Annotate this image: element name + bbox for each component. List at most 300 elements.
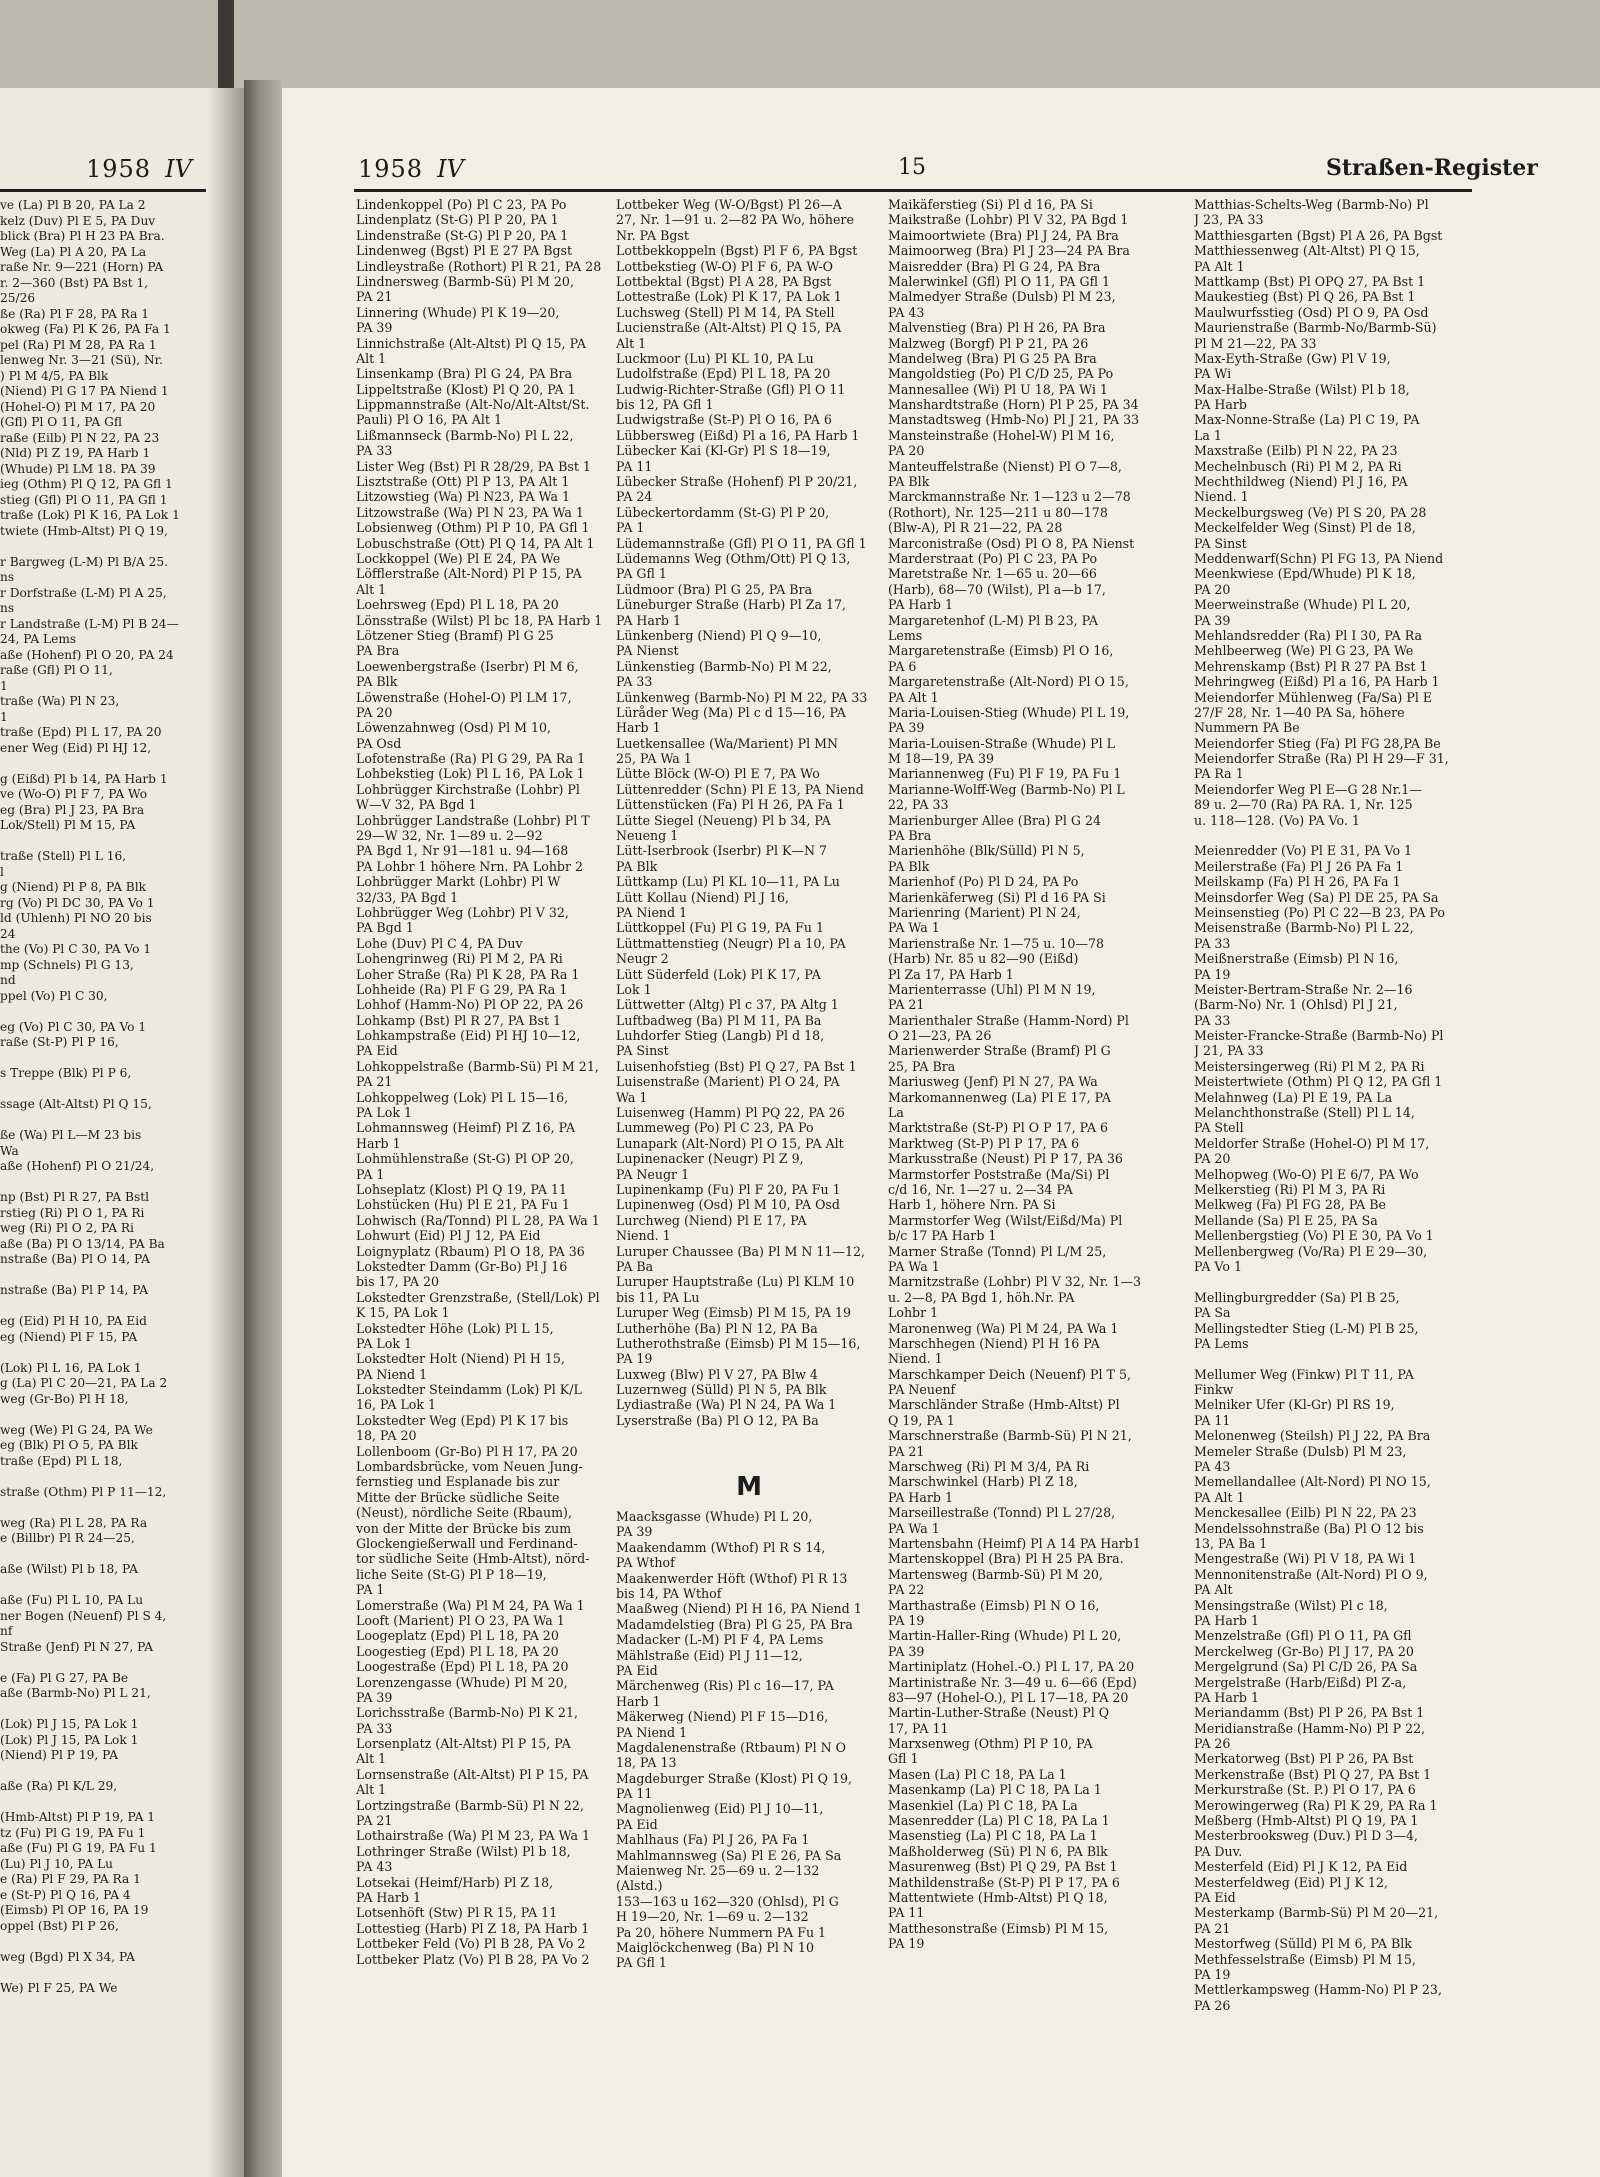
register-entry-line: PA Wi	[1194, 366, 1232, 382]
register-entry-line: Methfesselstraße (Eimsb) Pl M 15,	[1194, 1951, 1416, 1967]
register-entry-line: weg (Ra) Pl L 28, PA Ra	[0, 1515, 148, 1530]
register-entry-line: Lohwurt (Eid) Pl J 12, PA Eid	[356, 1228, 541, 1244]
register-entry-line: Loher Straße (Ra) Pl K 28, PA Ra 1	[356, 966, 580, 982]
register-entry-line: l	[0, 864, 4, 879]
register-entry-line: Martin-Haller-Ring (Whude) Pl L 20,	[888, 1628, 1122, 1644]
register-entry-line: Lüttenredder (Schn) Pl E 13, PA Niend	[616, 781, 864, 797]
left-page-header	[86, 155, 192, 189]
register-entry-line: Löfflerstraße (Alt-Nord) Pl P 15, PA	[356, 566, 582, 582]
register-entry-line: nstraße (Ba) Pl O 14, PA	[0, 1252, 150, 1266]
register-entry-line: Marner Straße (Tonnd) Pl L/M 25,	[888, 1243, 1107, 1259]
register-entry-line: Meister-Francke-Straße (Barmb-No) Pl	[1194, 1028, 1444, 1044]
register-column-4	[1194, 197, 1480, 2013]
register-entry-line: e (Fa) Pl G 27, PA Be	[0, 1670, 129, 1685]
register-entry-line: Looft (Marient) Pl O 23, PA Wa 1	[356, 1612, 565, 1628]
left-page-gutter-shadow	[208, 88, 244, 2177]
register-entry-line: Luetkensallee (Wa/Marient) Pl MN	[616, 735, 839, 751]
register-entry-line: Mellenbergweg (Vo/Ra) Pl E 29—30,	[1194, 1243, 1428, 1259]
register-entry-line: Melkerstieg (Ri) Pl M 3, PA Ri	[1194, 1182, 1386, 1197]
register-entry-line: Mellingburgredder (Sa) Pl B 25,	[1194, 1289, 1400, 1305]
register-entry-line: ener Weg (Eid) Pl HJ 12,	[0, 740, 152, 755]
register-entry-line: Mitte der Brücke südliche Seite	[356, 1489, 560, 1505]
register-entry-line: PA 20	[356, 704, 393, 720]
register-entry-line: Merkatorweg (Bst) Pl P 26, PA Bst	[1194, 1751, 1414, 1767]
letter-section-heading: M	[736, 1472, 762, 1503]
register-entry-line: Lohmannsweg (Heimf) Pl Z 16, PA	[356, 1120, 576, 1136]
register-entry-line: Lohkampstraße (Eid) Pl HJ 10—12,	[356, 1028, 581, 1044]
register-entry-line: Mariannenweg (Fu) Pl F 19, PA Fu 1	[888, 766, 1122, 782]
register-entry-line: Marderstraat (Po) Pl C 23, PA Po	[888, 550, 1098, 566]
register-entry-line: Matthesonstraße (Eimsb) Pl M 15,	[888, 1920, 1109, 1936]
register-entry-line: Marienburger Allee (Bra) Pl G 24	[888, 812, 1102, 828]
register-entry-line: Maakendamm (Wthof) Pl R S 14,	[616, 1539, 826, 1555]
register-entry-line: Meisenstraße (Barmb-No) Pl L 22,	[1194, 920, 1414, 936]
register-entry-line: Ludwig-Richter-Straße (Gfl) Pl O 11	[616, 381, 846, 397]
register-entry-line: Merkurstraße (St. P.) Pl O 17, PA 6	[1194, 1782, 1416, 1798]
left-header-year: 1958	[86, 155, 152, 183]
register-entry-line: Lobsienweg (Othm) Pl P 10, PA Gfl 1	[356, 520, 590, 536]
register-column-3	[888, 197, 1186, 1952]
register-entry-line: (Rothort), Nr. 125—211 u 80—178	[888, 504, 1108, 520]
register-entry-line: 29—W 32, Nr. 1—89 u. 2—92	[356, 828, 543, 844]
register-entry-line: Mählstraße (Eid) Pl J 11—12,	[616, 1647, 803, 1663]
register-entry-line: PA Eid	[616, 1662, 658, 1678]
register-entry-line: Lohkamp (Bst) Pl R 27, PA Bst 1	[356, 1012, 562, 1028]
register-entry-line: PA Bra	[888, 828, 932, 844]
register-entry-line: Marthastraße (Eimsb) Pl N O 16,	[888, 1597, 1100, 1613]
register-entry-line: Luruper Weg (Eimsb) Pl M 15, PA 19	[616, 1305, 851, 1321]
register-entry-line	[0, 1469, 208, 1485]
register-entry-line: Maakenwerder Höft (Wthof) Pl R 13	[616, 1570, 848, 1586]
register-entry-line: Mechelnbusch (Ri) Pl M 2, PA Ri	[1194, 458, 1402, 474]
register-entry-line: 89 u. 2—70 (Ra) PA RA. 1, Nr. 125	[1194, 797, 1413, 813]
register-entry-line	[0, 834, 208, 850]
register-entry-line: r Dorfstraße (L-M) Pl A 25,	[0, 585, 167, 600]
register-entry-line: Marienkäferweg (Si) Pl d 16 PA Si	[888, 889, 1106, 905]
register-entry-line: Lohwisch (Ra/Tonnd) Pl L 28, PA Wa 1	[356, 1212, 600, 1228]
register-entry-line: PA 39	[888, 1643, 925, 1659]
register-entry-line: PA 26	[1194, 1997, 1231, 2013]
register-entry-line: raße (Gfl) Pl O 11,	[0, 663, 113, 677]
register-entry-line: Harb 1, höhere Nrn. PA Si	[888, 1197, 1056, 1213]
register-entry-line: ve (La) Pl B 20, PA La 2	[0, 198, 146, 212]
register-entry-line: PA Gfl 1	[616, 566, 667, 582]
register-entry-line: c/d 16, Nr. 1—27 u. 2—34 PA	[888, 1182, 1073, 1197]
register-entry-line: Mellande (Sa) Pl E 25, PA Sa	[1194, 1212, 1378, 1228]
register-entry-line: Masenstieg (La) Pl C 18, PA La 1	[888, 1828, 1098, 1844]
register-entry-line: traße (Epd) Pl L 18,	[0, 1453, 123, 1468]
register-entry-line: (Blw-A), Pl R 21—22, PA 28	[888, 520, 1063, 536]
register-entry-line: Maimoortwiete (Bra) Pl J 24, PA Bra	[888, 227, 1119, 243]
register-entry-line: PA Harb 1	[1194, 1689, 1260, 1705]
register-entry-line: Mehlandsredder (Ra) Pl I 30, PA Ra	[1194, 627, 1423, 643]
register-entry-line: Maikäferstieg (Si) Pl d 16, PA Si	[888, 197, 1093, 212]
register-entry-line	[0, 1795, 208, 1811]
register-entry-line: aße (Fu) Pl L 10, PA Lu	[0, 1593, 144, 1607]
register-entry-line: Lorsenplatz (Alt-Altst) Pl P 15, PA	[356, 1736, 571, 1752]
register-entry-line: Melahnweg (La) Pl E 19, PA La	[1194, 1089, 1393, 1105]
register-entry-line: Martinistraße Nr. 3—49 u. 6—66 (Epd)	[888, 1674, 1137, 1690]
register-entry-line: PA Blk	[616, 858, 658, 874]
register-entry-line: Lütte Siegel (Neueng) Pl b 34, PA	[616, 812, 831, 828]
register-entry-line: Mathildenstraße (St-P) Pl P 17, PA 6	[888, 1874, 1120, 1890]
register-entry-line: aße (Hohenf) Pl O 21/24,	[0, 1159, 155, 1173]
register-entry-line: (Hmb-Altst) Pl P 19, PA 1	[0, 1810, 156, 1824]
register-entry-line: blick (Bra) Pl H 23 PA Bra.	[0, 229, 165, 243]
register-entry-line: Mehrenskamp (Bst) Pl R 27 PA Bst 1	[1194, 658, 1428, 674]
register-entry-line: (Alstd.)	[616, 1878, 663, 1894]
register-entry-line: 25/26	[0, 291, 36, 305]
register-entry-line: g (Niend) Pl P 8, PA Blk	[0, 880, 147, 894]
register-entry-line: Magdeburger Straße (Klost) Pl Q 19,	[616, 1770, 853, 1786]
register-entry-line: PA Wthof	[616, 1555, 675, 1571]
register-entry-line: Lollenboom (Gr-Bo) Pl H 17, PA 20	[356, 1443, 578, 1459]
register-entry-line: ) Pl M 4/5, PA Blk	[0, 368, 109, 383]
register-entry-line: Memeler Straße (Dulsb) Pl M 23,	[1194, 1443, 1407, 1459]
register-entry-line: Loogestraße (Epd) Pl L 18, PA 20	[356, 1659, 569, 1675]
register-entry-line: Mellenbergstieg (Vo) Pl E 30, PA Vo 1	[1194, 1228, 1434, 1244]
register-entry-line: PA 20	[1194, 581, 1231, 597]
register-entry-line: Margaretenstraße (Eimsb) Pl O 16,	[888, 643, 1114, 659]
register-entry-line: twiete (Hmb-Altst) Pl Q 19,	[0, 523, 168, 538]
left-page-column	[0, 198, 208, 1996]
register-entry-line: Marienring (Marient) Pl N 24,	[888, 904, 1081, 920]
register-entry-line: PA Alt	[1194, 1582, 1233, 1598]
register-entry-line: 22, PA 33	[888, 797, 949, 813]
register-entry-line: r. 2—360 (Bst) PA Bst 1,	[0, 275, 149, 290]
register-entry-line: PA 43	[888, 304, 925, 320]
register-entry-line: PA Neugr 1	[616, 1166, 690, 1182]
register-entry-line: 24, PA Lems	[0, 632, 77, 646]
register-entry-line: PA 21	[356, 289, 393, 305]
register-entry-line: bis 14, PA Wthof	[616, 1585, 722, 1601]
register-entry-line: 83—97 (Hohel-O.), Pl L 17—18, PA 20	[888, 1689, 1129, 1705]
register-entry-line: PA Harb 1	[1194, 1612, 1260, 1628]
register-entry-line: Lüttwetter (Altg) Pl c 37, PA Altg 1	[616, 997, 839, 1013]
register-entry-line	[0, 1175, 208, 1191]
register-entry-line: Lohbrügger Kirchstraße (Lohbr) Pl	[356, 781, 580, 797]
register-entry-line: Magdalenenstraße (Rtbaum) Pl N O	[616, 1739, 846, 1755]
register-entry-line: Madamdelstieg (Bra) Pl G 25, PA Bra	[616, 1616, 853, 1632]
register-entry-line: Lindleystraße (Rothort) Pl R 21, PA 28	[356, 258, 602, 274]
register-entry-line: Luchsweg (Stell) Pl M 14, PA Stell	[616, 304, 835, 320]
register-entry-line: Maimoorweg (Bra) Pl J 23—24 PA Bra	[888, 243, 1130, 259]
register-entry-line: Finkw	[1194, 1382, 1234, 1398]
register-entry-line: Marktweg (St-P) Pl P 17, PA 6	[888, 1135, 1080, 1151]
register-entry-line: Mesterkamp (Barmb-Sü) Pl M 20—21,	[1194, 1905, 1439, 1921]
register-entry-line: ße (Ra) Pl F 28, PA Ra 1	[0, 306, 149, 321]
register-entry-line: Maxstraße (Eilb) Pl N 22, PA 23	[1194, 443, 1398, 459]
register-entry-line: Meridianstraße (Hamm-No) Pl P 22,	[1194, 1720, 1426, 1736]
register-entry-line: Mergelgrund (Sa) Pl C/D 26, PA Sa	[1194, 1659, 1418, 1675]
register-entry-line: Manteuffelstraße (Nienst) Pl O 7—8,	[888, 458, 1122, 474]
register-entry-line: (Harb) Nr. 85 u 82—90 (Eißd)	[888, 951, 1079, 967]
register-entry-line: We) Pl F 25, PA We	[0, 1980, 118, 1995]
register-entry-line: Meriandamm (Bst) Pl P 26, PA Bst 1	[1194, 1705, 1425, 1721]
register-entry-line: Lohbrügger Landstraße (Lohbr) Pl T	[356, 812, 590, 828]
register-entry-line: Marienstraße Nr. 1—75 u. 10—78	[888, 935, 1104, 951]
register-entry-line: Harb 1	[616, 1693, 661, 1709]
register-entry-line: mp (Schnels) Pl G 13,	[0, 957, 134, 972]
register-entry-line: PA 11	[616, 458, 653, 474]
register-entry-line: PA Harb 1	[356, 1889, 422, 1905]
register-entry-line: La 1	[1194, 427, 1222, 443]
register-entry-line: 27/F 28, Nr. 1—40 PA Sa, höhere	[1194, 704, 1405, 720]
register-entry-line: Pl M 21—22, PA 33	[1194, 335, 1317, 351]
register-entry-line: Lokstedter Höhe (Lok) Pl L 15,	[356, 1320, 554, 1336]
register-entry-line: aße (Ra) Pl K/L 29,	[0, 1779, 118, 1793]
register-entry-line: Magnolienweg (Eid) Pl J 10—11,	[616, 1801, 824, 1817]
register-entry-line: (Barm-No) Nr. 1 (Ohlsd) Pl J 21,	[1194, 997, 1398, 1013]
register-entry-line: Meßberg (Hmb-Altst) Pl Q 19, PA 1	[1194, 1813, 1419, 1829]
register-entry-line: Loignyplatz (Rbaum) Pl O 18, PA 36	[356, 1243, 585, 1259]
register-entry-line	[0, 1578, 208, 1594]
register-entry-line: Maria-Louisen-Straße (Whude) Pl L	[888, 735, 1116, 751]
register-entry-line: eg (Eid) Pl H 10, PA Eid	[0, 1314, 147, 1328]
register-entry-line: Loewenbergstraße (Iserbr) Pl M 6,	[356, 658, 579, 674]
register-entry-line: Lüdmoor (Bra) Pl G 25, PA Bra	[616, 581, 813, 597]
register-entry-line	[0, 1004, 208, 1020]
register-entry-line: Wa	[0, 1143, 19, 1158]
register-entry-line: Lünkenstieg (Barmb-No) Pl M 22,	[616, 658, 832, 674]
register-entry-line: Luckmoor (Lu) Pl KL 10, PA Lu	[616, 350, 814, 366]
register-entry-line: 24	[0, 926, 16, 941]
register-entry-line: PA 21	[356, 1813, 393, 1829]
register-entry-line: Lunapark (Alt-Nord) Pl O 15, PA Alt	[616, 1135, 844, 1151]
register-entry-line: Meldorfer Straße (Hohel-O) Pl M 17,	[1194, 1135, 1430, 1151]
register-entry-line: Lohkoppelweg (Lok) Pl L 15—16,	[356, 1089, 569, 1105]
register-entry-line: Lorenzengasse (Whude) Pl M 20,	[356, 1674, 568, 1690]
register-column-1	[356, 197, 608, 1967]
register-entry-line	[0, 1965, 208, 1981]
register-entry-line: Lorichsstraße (Barmb-No) Pl K 21,	[356, 1705, 578, 1721]
register-entry-line: Mergelstraße (Harb/Eißd) Pl Z-a,	[1194, 1674, 1407, 1690]
register-entry-line: Lummeweg (Po) Pl C 23, PA Po	[616, 1120, 814, 1136]
register-entry-line: PA Niend 1	[356, 1366, 428, 1382]
register-entry-line: PA Lohbr 1 höhere Nrn. PA Lohbr 2	[356, 858, 584, 874]
register-entry-line: PA 1	[356, 1582, 385, 1598]
register-entry-line	[0, 1547, 208, 1563]
register-entry-line: Pa 20, höhere Nummern PA Fu 1	[616, 1924, 827, 1940]
register-entry-line: Mattentwiete (Hmb-Altst) Pl Q 18,	[888, 1889, 1108, 1905]
register-entry-line: PA 39	[356, 1689, 393, 1705]
register-entry-line: Melkweg (Fa) Pl FG 28, PA Be	[1194, 1197, 1386, 1213]
register-entry-line: u. 118—128. (Vo) PA Vo. 1	[1194, 812, 1360, 828]
register-entry-line: Litzowstraße (Wa) Pl N 23, PA Wa 1	[356, 504, 584, 520]
register-entry-line: Lünkenweg (Barmb-No) Pl M 22, PA 33	[616, 689, 868, 705]
register-entry-line: Merkenstraße (Bst) Pl Q 27, PA Bst 1	[1194, 1766, 1432, 1782]
register-entry-line: Lütte Blöck (W-O) Pl E 7, PA Wo	[616, 766, 820, 782]
register-entry-line: Pl Za 17, PA Harb 1	[888, 966, 1014, 982]
register-entry-line: Glockengießerwall und Ferdinand-	[356, 1535, 578, 1551]
register-entry-line: nstraße (Ba) Pl P 14, PA	[0, 1283, 149, 1297]
register-entry-line: PA Alt 1	[1194, 1489, 1245, 1505]
register-entry-line: Harb 1	[616, 720, 661, 736]
register-entry-line: weg (Ri) Pl O 2, PA Ri	[0, 1221, 134, 1235]
register-entry-line: Lokstedter Grenzstraße, (Stell/Lok) Pl	[356, 1289, 600, 1305]
register-entry-line: PA Duv.	[1194, 1843, 1243, 1859]
register-entry-line: Lohengrinweg (Ri) Pl M 2, PA Ri	[356, 951, 563, 967]
register-entry-line: PA Harb 1	[888, 597, 954, 613]
register-entry-line: PA Alt 1	[1194, 258, 1245, 274]
register-entry-line: PA 26	[1194, 1736, 1231, 1752]
register-entry-line: PA 21	[1194, 1920, 1231, 1936]
register-entry-line: Lohe (Duv) Pl C 4, PA Duv	[356, 935, 523, 951]
register-entry-line	[616, 1444, 882, 1459]
register-entry-line: np (Bst) Pl R 27, PA Bstl	[0, 1190, 150, 1204]
register-entry-line: ieg (Othm) Pl Q 12, PA Gfl 1	[0, 477, 173, 491]
register-entry-line: Matthias-Schelts-Weg (Barmb-No) Pl	[1194, 197, 1429, 212]
register-entry-line: Lindenstraße (St-G) Pl P 20, PA 1	[356, 227, 569, 243]
register-entry-line: PA Sinst	[1194, 535, 1247, 551]
register-entry-line: Lüdemanns Weg (Othm/Ott) Pl Q 13,	[616, 550, 851, 566]
register-entry-line: Niend. 1	[616, 1228, 671, 1244]
page-number: 15	[898, 155, 926, 180]
register-entry-line: Wa 1	[616, 1089, 648, 1105]
register-entry-line: PA Nienst	[616, 643, 679, 659]
register-entry-line: PA 43	[1194, 1459, 1231, 1475]
register-entry-line: Lohstücken (Hu) Pl E 21, PA Fu 1	[356, 1197, 570, 1213]
register-entry-line: Meinsenstieg (Po) Pl C 22—B 23, PA Po	[1194, 904, 1445, 920]
register-entry-line: PA Eid	[616, 1816, 658, 1832]
register-entry-line: Lutherhöhe (Ba) Pl N 12, PA Ba	[616, 1320, 818, 1336]
register-entry-line: PA 1	[616, 520, 645, 536]
register-entry-line: PA Eid	[1194, 1889, 1236, 1905]
register-entry-line: aße (Wilst) Pl b 18, PA	[0, 1562, 138, 1576]
register-entry-line	[0, 1702, 208, 1718]
register-entry-line: 25, PA Wa 1	[616, 751, 692, 767]
register-entry-line: Lottestieg (Harb) Pl Z 18, PA Harb 1	[356, 1920, 590, 1936]
register-entry-line: Max-Eyth-Straße (Gw) Pl V 19,	[1194, 350, 1391, 366]
register-entry-line: PA Bgd 1, Nr 91—181 u. 94—168	[356, 843, 569, 859]
register-entry-line: (Neust), nördliche Seite (Rbaum),	[356, 1505, 572, 1521]
register-entry-line: PA 11	[616, 1786, 653, 1802]
register-entry-line: PA 20	[888, 443, 925, 459]
right-page-header	[358, 155, 464, 189]
register-entry-line: (Whude) Pl LM 18. PA 39	[0, 461, 156, 476]
register-entry-line: (Niend) Pl P 19, PA	[0, 1748, 118, 1762]
register-entry-line: PA Harb	[1194, 397, 1247, 413]
register-entry-line: r Landstraße (L-M) Pl B 24—	[0, 616, 179, 631]
register-entry-line: Ludwigstraße (St-P) Pl O 16, PA 6	[616, 412, 832, 428]
register-entry-line	[0, 1051, 208, 1067]
register-entry-line: Lottbekkoppeln (Bgst) Pl F 6, PA Bgst	[616, 243, 858, 259]
register-entry-line: b/c 17 PA Harb 1	[888, 1228, 997, 1244]
book-binding	[218, 0, 234, 90]
register-entry-line: weg (We) Pl G 24, PA We	[0, 1422, 153, 1437]
register-entry-line: Mesterfeldweg (Eid) Pl J K 12,	[1194, 1874, 1388, 1890]
register-entry-line: PA 39	[1194, 612, 1231, 628]
register-entry-line: Martenskoppel (Bra) Pl H 25 PA Bra.	[888, 1551, 1124, 1567]
register-entry-line: Mehlbeerweg (We) Pl G 23, PA We	[1194, 643, 1414, 659]
register-entry-line: Mennonitenstraße (Alt-Nord) Pl O 9,	[1194, 1566, 1428, 1582]
register-entry-line: Lißmannseck (Barmb-No) Pl L 22,	[356, 427, 574, 443]
register-entry-line: Meddenwarf(Schn) Pl FG 13, PA Niend	[1194, 550, 1444, 566]
register-entry-line: Meinsdorfer Weg (Sa) Pl DE 25, PA Sa	[1194, 889, 1439, 905]
register-entry-line: Meckelfelder Weg (Sinst) Pl de 18,	[1194, 520, 1416, 536]
register-entry-line: straße (Othm) Pl P 11—12,	[0, 1484, 167, 1499]
register-entry-line: (Gfl) Pl O 11, PA Gfl	[0, 415, 122, 429]
register-entry-line: Margaretenstraße (Alt-Nord) Pl O 15,	[888, 674, 1129, 690]
register-entry-line: Alt 1	[616, 335, 647, 351]
register-entry-line: weg (Bgd) Pl X 34, PA	[0, 1949, 135, 1964]
register-entry-line: PA 24	[616, 489, 653, 505]
register-entry-line: Maretstraße Nr. 1—65 u. 20—66	[888, 566, 1097, 582]
register-entry-line: PA Niend 1	[616, 1724, 688, 1740]
register-entry-line: Q 19, PA 1	[888, 1412, 955, 1428]
register-entry-line: 32/33, PA Bgd 1	[356, 889, 459, 905]
register-entry-line: Lindnersweg (Barmb-Sü) Pl M 20,	[356, 273, 574, 289]
register-entry-line: Mehringweg (Eißd) Pl a 16, PA Harb 1	[1194, 674, 1440, 690]
register-entry-line: Lottbeker Platz (Vo) Pl B 28, PA Vo 2	[356, 1951, 590, 1967]
register-entry-line: Mestorfweg (Sülld) Pl M 6, PA Blk	[1194, 1936, 1412, 1952]
register-entry-line: Lindenplatz (St-G) Pl P 20, PA 1	[356, 212, 559, 228]
register-entry-line: Pauli) Pl O 16, PA Alt 1	[356, 412, 502, 428]
register-entry-line: Luisenstraße (Marient) Pl O 24, PA	[616, 1074, 840, 1090]
register-entry-line: PA Wa 1	[888, 1258, 940, 1274]
register-entry-line: La	[888, 1105, 904, 1121]
register-entry-line: Meiendorfer Straße (Ra) Pl H 29—F 31,	[1194, 751, 1449, 767]
register-entry-line: PA Gfl 1	[616, 1955, 667, 1971]
register-entry-line: Mechthildweg (Niend) Pl J 16, PA	[1194, 474, 1408, 490]
register-entry-line: PA Lok 1	[356, 1335, 413, 1351]
register-entry-line	[0, 1345, 208, 1361]
register-entry-line: PA Vo 1	[1194, 1258, 1242, 1274]
register-entry-line: PA Sinst	[616, 1043, 669, 1059]
register-entry-line: Lohbekstieg (Lok) Pl L 16, PA Lok 1	[356, 766, 585, 782]
register-entry-line: Masenredder (La) Pl C 18, PA La 1	[888, 1813, 1110, 1829]
register-title: Straßen-Register	[1326, 155, 1538, 181]
register-entry-line: PA 33	[356, 1720, 393, 1736]
register-entry-line: Melniker Ufer (Kl-Gr) Pl RS 19,	[1194, 1397, 1395, 1413]
register-entry-line: Malvenstieg (Bra) Pl H 26, PA Bra	[888, 320, 1106, 336]
register-entry-line: traße (Stell) Pl L 16,	[0, 849, 127, 863]
register-entry-line: Merckelweg (Gr-Bo) Pl J 17, PA 20	[1194, 1643, 1414, 1659]
register-entry-line: Lübeckertordamm (St-G) Pl P 20,	[616, 504, 830, 520]
register-entry-line: Madacker (L-M) Pl F 4, PA Lems	[616, 1632, 824, 1648]
register-entry-line: Nummern PA Be	[1194, 720, 1300, 736]
register-entry-line: Lütt Kollau (Niend) Pl J 16,	[616, 889, 790, 905]
register-entry-line: Menckesallee (Eilb) Pl N 22, PA 23	[1194, 1505, 1417, 1521]
register-entry-line: Lems	[888, 627, 923, 643]
register-entry-line: Loehrsweg (Epd) Pl L 18, PA 20	[356, 597, 559, 613]
register-entry-line: Marseillestraße (Tonnd) Pl L 27/28,	[888, 1505, 1116, 1521]
register-entry-line: Harb 1	[356, 1135, 401, 1151]
register-entry-line: eg (Niend) Pl F 15, PA	[0, 1329, 138, 1344]
register-entry-line: PA Osd	[356, 735, 402, 751]
register-entry-line: Lübecker Straße (Hohenf) Pl P 20/21,	[616, 474, 858, 490]
register-entry-line: raße (Eilb) Pl N 22, PA 23	[0, 430, 160, 445]
register-entry-line: PA 20	[1194, 1151, 1231, 1167]
register-entry-line: Lisztstraße (Ott) Pl P 13, PA Alt 1	[356, 474, 570, 490]
register-entry-line: Lohmühlenstraße (St-G) Pl OP 20,	[356, 1151, 574, 1167]
register-entry-line: Mattkamp (Bst) Pl OPQ 27, PA Bst 1	[1194, 273, 1426, 289]
register-entry-line: 16, PA Lok 1	[356, 1397, 437, 1413]
register-entry-line: Meiendorfer Stieg (Fa) Pl FG 28,PA Be	[1194, 735, 1441, 751]
register-entry-line: J 21, PA 33	[1194, 1043, 1264, 1059]
register-entry-line: ld (Uhlenh) Pl NO 20 bis	[0, 911, 152, 925]
register-entry-line: Max-Nonne-Straße (La) Pl C 19, PA	[1194, 412, 1420, 428]
register-entry-line: Meerweinstraße (Whude) Pl L 20,	[1194, 597, 1411, 613]
register-entry-line: Lister Weg (Bst) Pl R 28/29, PA Bst 1	[356, 458, 591, 474]
register-entry-line: Märchenweg (Ris) Pl c 16—17, PA	[616, 1678, 834, 1694]
register-entry-line: Lottbekstieg (W-O) Pl F 6, PA W-O	[616, 258, 834, 274]
register-entry-line: PA 33	[616, 674, 653, 690]
register-entry-line: Mariusweg (Jenf) Pl N 27, PA Wa	[888, 1074, 1098, 1090]
register-entry-line: Mellumer Weg (Finkw) Pl T 11, PA	[1194, 1366, 1414, 1382]
register-entry-line: Masen (La) Pl C 18, PA La 1	[888, 1766, 1067, 1782]
register-entry-line: raße (St-P) Pl P 16,	[0, 1035, 119, 1049]
